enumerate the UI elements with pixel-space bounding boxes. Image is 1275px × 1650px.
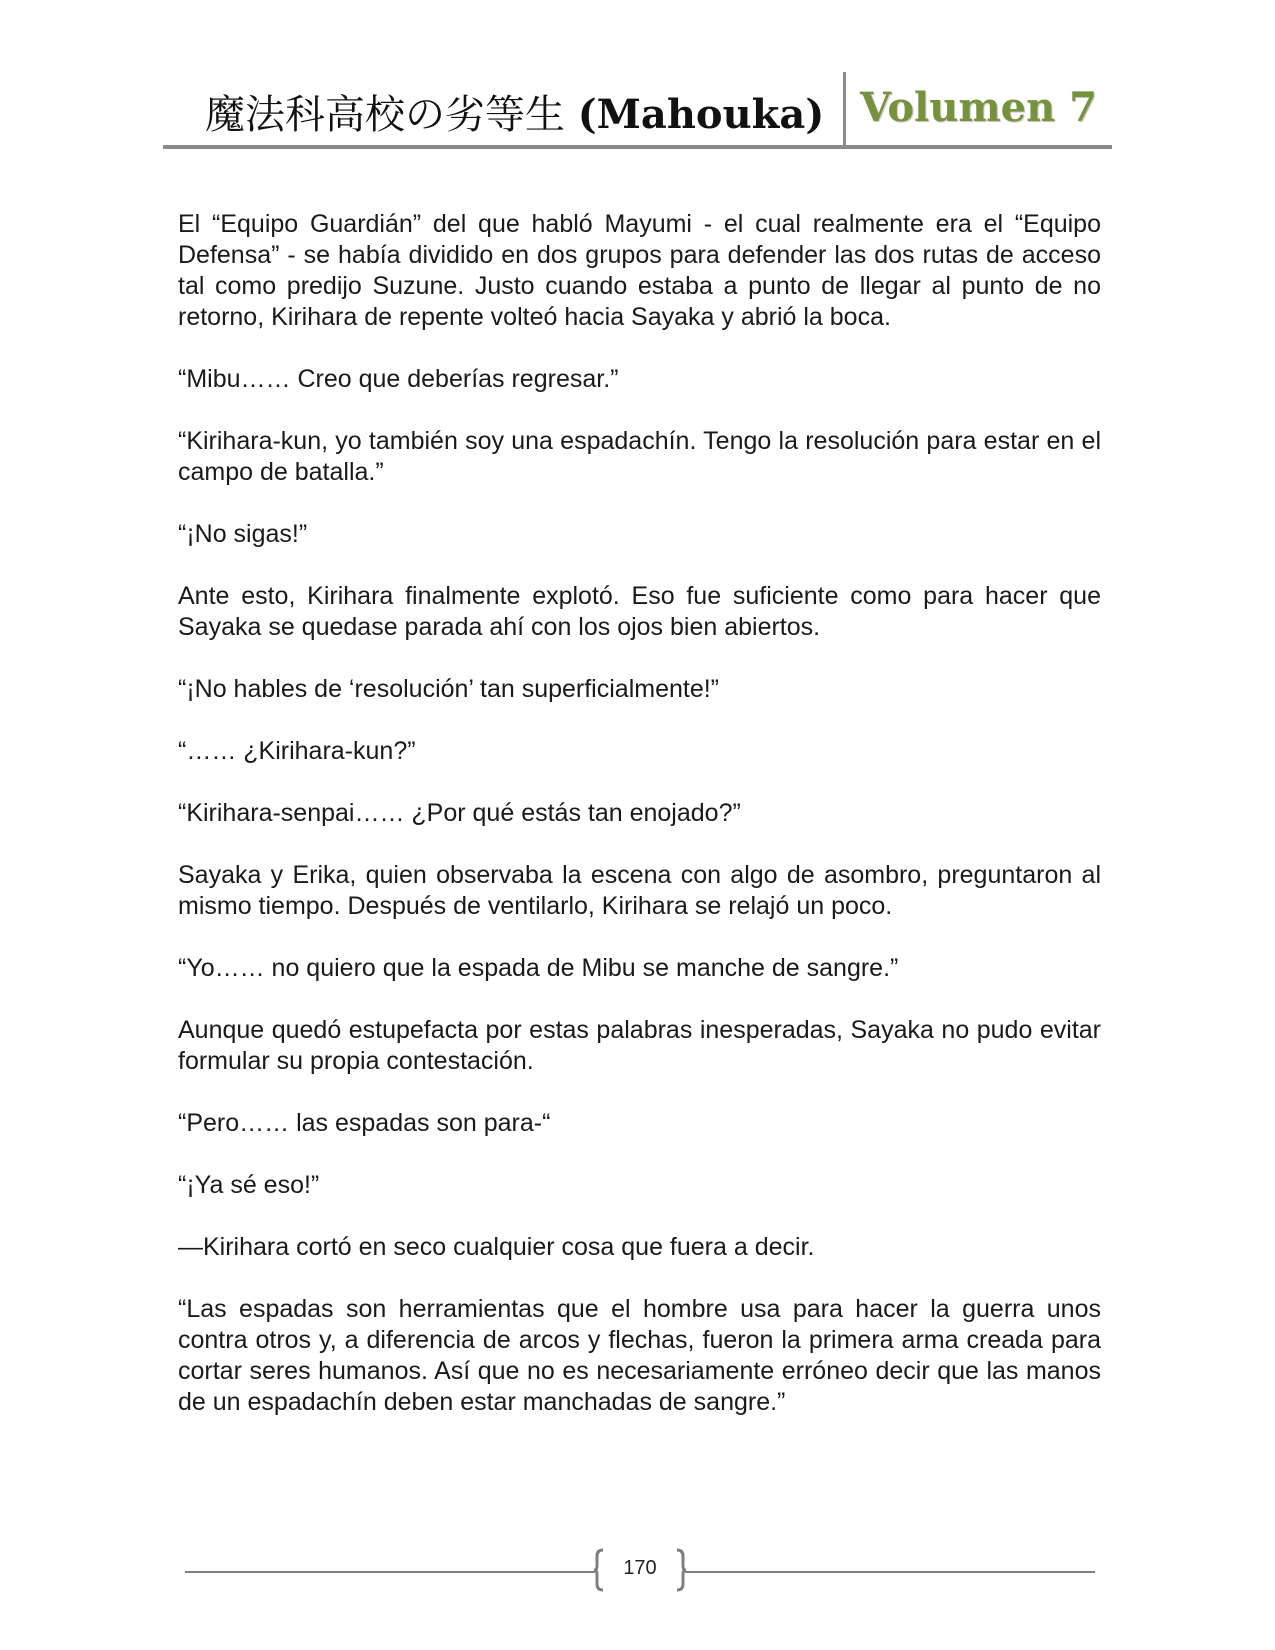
volume-label: Volumen 7 (860, 84, 1097, 131)
paragraph-7: “…… ¿Kirihara-kun?” (178, 737, 416, 765)
paragraph-15: “Las espadas son herramientas que el hombre usa para hacer la guerra unos contra otros y, a diferencia de arcos y flechas, fueron la primera arma creada para cortar seres humanos. Así que no es necesariamente erróneo decir que las manos de un espadachín deben estar manchadas de sangre.” (178, 1295, 1101, 1416)
paragraph-4: “¡No sigas!” (178, 520, 308, 548)
paragraph-8: “Kirihara-senpai…… ¿Por qué estás tan enojado?” (178, 799, 741, 827)
right-brace-icon (675, 1548, 687, 1592)
left-brace-icon (593, 1548, 605, 1592)
paragraph-2: “Mibu…… Creo que deberías regresar.” (178, 365, 619, 393)
footer-rule-right (685, 1571, 1095, 1573)
paragraph-12: “Pero…… las espadas son para-“ (178, 1109, 551, 1137)
paragraph-6: “¡No hables de ‘resolución’ tan superficialmente!” (178, 675, 720, 703)
paragraph-1: El “Equipo Guardián” del que habló Mayumi - el cual realmente era el “Equipo Defensa” - se había dividido en dos grupos para defender las dos rutas de acceso tal como predijo Suzune. Justo cuando estaba a punto de llegar al punto de no retorno, Kirihara de repente volteó hacia Sayaka y abrió la boca. (178, 210, 1101, 331)
book-title-latin: (Mahouka) (577, 91, 825, 138)
paragraph-9: Sayaka y Erika, quien observaba la escena con algo de asombro, preguntaron al mismo tiempo. Después de ventilarlo, Kirihara se relajó un poco. (178, 861, 1101, 920)
page-body (178, 209, 1101, 1449)
paragraph-5: Ante esto, Kirihara finalmente explotó. Eso fue suficiente como para hacer que Sayaka se quedase parada ahí con los ojos bien abiertos. (178, 582, 1101, 641)
paragraph-11: Aunque quedó estupefacta por estas palabras inesperadas, Sayaka no pudo evitar formular su propia contestación. (178, 1016, 1101, 1075)
book-title (205, 83, 824, 140)
paragraph-3: “Kirihara-kun, yo también soy una espadachín. Tengo la resolución para estar en el campo de batalla.” (178, 427, 1101, 486)
page-header (163, 70, 1112, 150)
page-footer (185, 1548, 1095, 1596)
paragraph-14: —Kirihara cortó en seco cualquier cosa que fuera a decir. (178, 1233, 815, 1261)
paragraph-13: “¡Ya sé eso!” (178, 1171, 320, 1199)
footer-rule-left (185, 1571, 595, 1573)
header-divider (843, 72, 846, 145)
header-rule (163, 145, 1112, 149)
paragraph-10: “Yo…… no quiero que la espada de Mibu se manche de sangre.” (178, 954, 899, 982)
page-number: 170 (623, 1557, 657, 1579)
book-title-japanese: 魔法科高校の劣等生 (205, 92, 565, 138)
